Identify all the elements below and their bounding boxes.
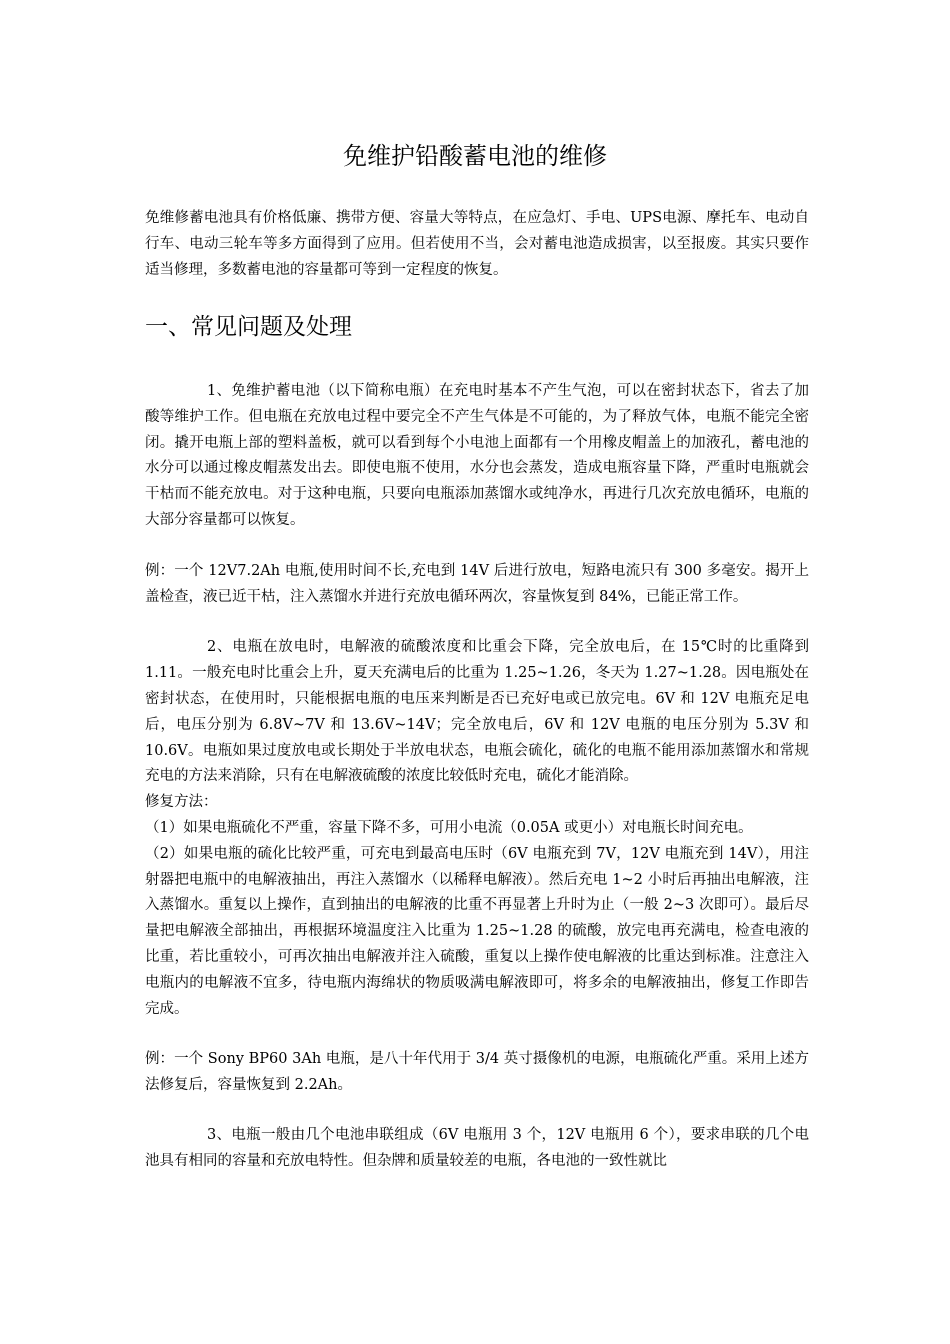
- paragraph-2: 2、电瓶在放电时，电解液的硫酸浓度和比重会下降，完全放电后，在 15℃时的比重降到 1.11。一般充电时比重会上升，夏天充满电后的比重为 1.25~1.26，冬天为 1.27~1.28。因电瓶处在密封状态，在使用时，只能根据电瓶的电压来判断是否已充好电或已放完电。6V 和 12V 电瓶充足电后，电压分别为 6.8V~7V 和 13.6V~14V；完全放电后，6V 和 12V 电瓶的电压分别为 5.3V 和 10.6V。电瓶如果过度放电或长期处于半放电状态，电瓶会硫化，硫化的电瓶不能用添加蒸馏水和常规充电的方法来消除，只有在电解液硫酸的浓度比较低时充电，硫化才能消除。: [145, 639, 809, 785]
- document-title: 免维护铅酸蓄电池的维修: [343, 142, 607, 170]
- repair-method-label: 修复方法：: [145, 794, 218, 811]
- section-heading: 一、常见问题及处理: [145, 314, 352, 340]
- repair-step-1: （1）如果电瓶硫化不严重，容量下降不多，可用小电流（0.05A 或更小）对电瓶长时间充电。: [145, 819, 753, 836]
- example-2: 例：一个 Sony BP60 3Ah 电瓶，是八十年代用于 3/4 英寸摄像机的电源，电瓶硫化严重。采用上述方法修复后，容量恢复到 2.2Ah。: [145, 1051, 809, 1094]
- section-body: [145, 379, 809, 1175]
- example-1: 例：一个 12V7.2Ah 电瓶,使用时间不长,充电到 14V 后进行放电，短路电流只有 300 多毫安。揭开上盖检查，液已近干枯，注入蒸馏水并进行充放电循环两次，容量恢复到 84%，已能正常工作。: [145, 562, 809, 605]
- paragraph-3: 3、电瓶一般由几个电池串联组成（6V 电瓶用 3 个，12V 电瓶用 6 个），要求串联的几个电池具有相同的容量和充放电特性。但杂牌和质量较差的电瓶，各电池的一致性就比: [145, 1126, 809, 1169]
- paragraph-1: 1、免维护蓄电池（以下简称电瓶）在充电时基本不产生气泡，可以在密封状态下，省去了加酸等维护工作。但电瓶在充放电过程中要完全不产生气体是不可能的，为了释放气体，电瓶不能完全密闭。撬开电瓶上部的塑料盖板，就可以看到每个小电池上面都有一个用橡皮帽盖上的加液孔，蓄电池的水分可以通过橡皮帽蒸发出去。即使电瓶不使用，水分也会蒸发，造成电瓶容量下降，严重时电瓶就会干枯而不能充放电。对于这种电瓶，只要向电瓶添加蒸馏水或纯净水，再进行几次充放电循环，电瓶的大部分容量都可以恢复。: [145, 383, 809, 528]
- intro-paragraph: 免维修蓄电池具有价格低廉、携带方便、容量大等特点，在应急灯、手电、UPS电源、摩托车、电动自行车、电动三轮车等多方面得到了应用。但若使用不当，会对蓄电池造成损害，以至报废。其实只要作适当修理，多数蓄电池的容量都可等到一定程度的恢复。: [145, 210, 809, 278]
- repair-step-2: （2）如果电瓶的硫化比较严重，可充电到最高电压时（6V 电瓶充到 7V，12V 电瓶充到 14V），用注射器把电瓶中的电解液抽出，再注入蒸馏水（以稀释电解液）。然后充电 1~2 小时后再抽出电解液，注入蒸馏水。重复以上操作，直到抽出的电解液的比重不再显著上升时为止（一般 2~3 次即可）。最后尽量把电解液全部抽出，再根据环境温度注入比重为 1.25~1.28 的硫酸，放完电再充满电，检查电液的比重，若比重较小，可再次抽出电解液并注入硫酸，重复以上操作使电解液的比重达到标准。注意注入电瓶内的电解液不宜多，待电瓶内海绵状的物质吸满电解液即可，将多余的电解液抽出，修复工作即告完成。: [145, 845, 809, 1017]
